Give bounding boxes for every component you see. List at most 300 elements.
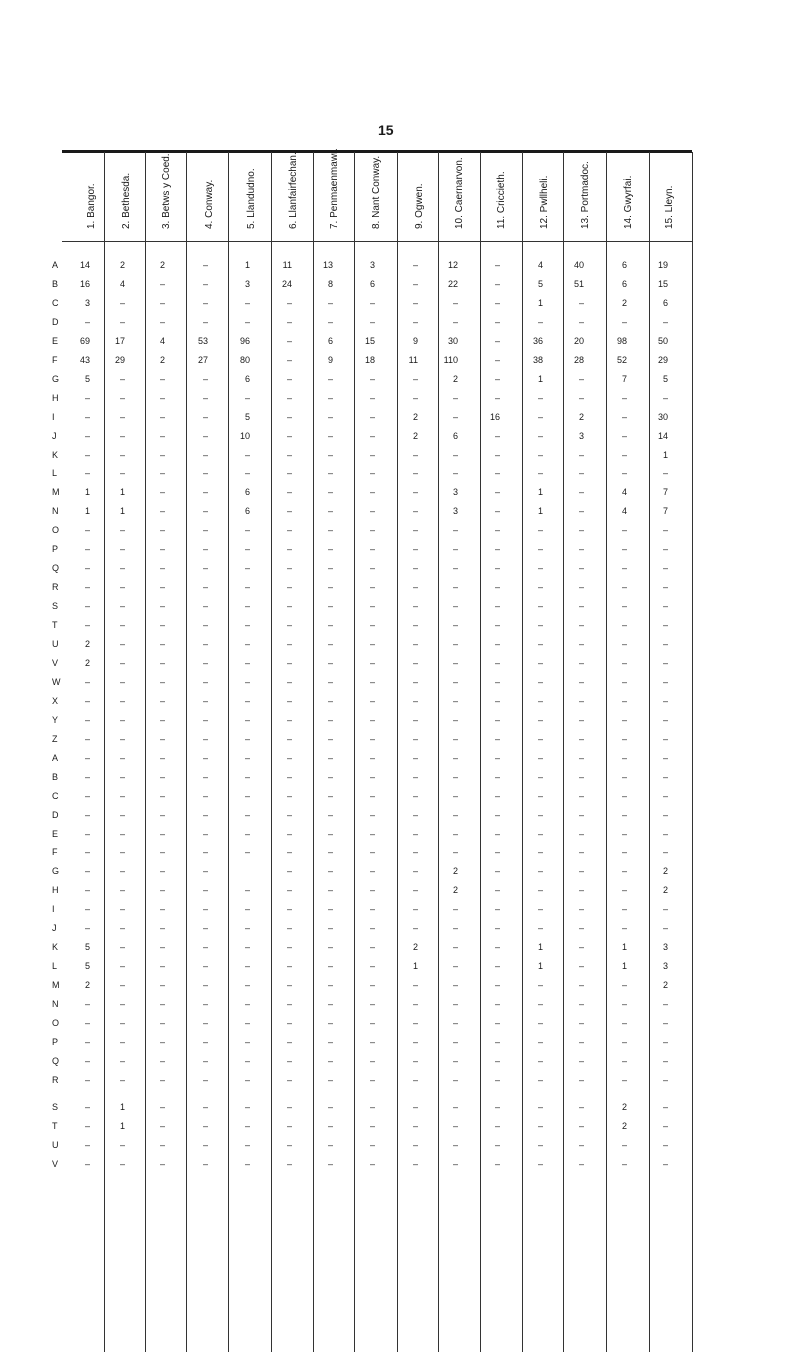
table-cell: – [286,999,292,1010]
table-cell: 11 [408,354,418,365]
table-cell: – [202,316,208,327]
table-cell: – [452,733,458,744]
table-cell: – [119,525,125,536]
table-cell: – [621,714,627,725]
row-label: T [52,1120,58,1131]
table-cell: 6 [621,260,627,270]
table-cell: – [412,1158,418,1169]
table-cell: – [369,430,375,441]
table-cell: – [452,582,458,593]
table-cell: – [202,961,208,972]
table-cell: – [662,1055,668,1066]
table-cell: 2 [159,354,165,365]
table-cell: – [244,1036,250,1047]
table-cell: – [494,676,500,687]
table-cell: – [286,373,292,384]
table-cell: – [412,1036,418,1047]
table-cell: – [159,563,165,574]
table-cell: – [202,980,208,991]
table-cell: – [244,1074,250,1085]
table-cell: – [159,525,165,536]
row-label: L [52,468,58,479]
table-cell: – [537,885,543,896]
table-cell: – [412,999,418,1010]
table-cell: – [621,999,627,1010]
table-cell: – [119,297,125,308]
table-cell: – [327,961,333,972]
table-cell: – [327,714,333,725]
table-cell: 6 [244,373,250,384]
table-cell: – [369,695,375,706]
table-cell: – [578,980,584,991]
table-cell: 80 [239,354,250,365]
column-header-label: 11. Criccieth. [496,171,507,229]
table-cell: – [159,714,165,725]
table-cell: – [84,392,90,403]
table-cell: 3 [244,278,250,289]
table-cell: – [369,733,375,744]
column-header [278,152,299,240]
table-cell: – [621,392,627,403]
table-cell: – [494,392,500,403]
table-cell: – [119,620,125,631]
table-cell: – [244,392,250,403]
table-cell: – [327,885,333,896]
table-cell: – [369,961,375,972]
table-cell: – [244,733,250,744]
table-cell: – [286,620,292,631]
table-cell: – [159,297,165,308]
table-cell: – [369,1158,375,1169]
table-cell: – [202,1074,208,1085]
table-cell: – [286,866,292,877]
table-cell: – [84,582,90,593]
table-cell: – [327,544,333,555]
table-cell: – [286,904,292,915]
row-label: U [52,639,59,649]
table-cell: – [159,582,165,593]
table-cell: – [202,620,208,631]
table-cell: – [621,1139,627,1150]
table-cell: – [494,866,500,877]
table-cell: – [327,676,333,687]
table-cell: 1 [537,942,543,953]
table-cell: – [159,695,165,706]
table-cell: – [286,695,292,706]
table-cell: 2 [662,866,668,877]
table-cell: – [494,828,500,839]
table-cell: – [452,790,458,801]
table-cell: – [621,582,627,593]
table-cell: – [159,449,165,460]
table-cell: – [578,695,584,706]
table-cell: – [452,1120,458,1131]
table-cell: – [452,980,458,991]
table-cell: – [412,506,418,517]
table-cell: – [286,771,292,782]
row-label: N [52,506,59,517]
table-cell: – [662,828,668,839]
table-cell: 1 [621,942,627,953]
table-cell: – [412,790,418,801]
table-cell: – [452,1158,458,1169]
table-cell: – [452,752,458,763]
table-cell: – [412,828,418,839]
table-cell: – [202,904,208,915]
table-cell: – [84,1120,90,1131]
table-cell: – [412,373,418,384]
table-cell: 1 [119,506,125,517]
table-cell: – [537,1074,543,1085]
table-cell: – [119,980,125,991]
table-cell: – [578,790,584,801]
table-cell: – [119,468,125,479]
table-cell: – [84,771,90,782]
table-cell: 69 [79,335,90,346]
table-cell: 24 [281,278,292,289]
table-cell: – [286,923,292,934]
table-cell: – [286,828,292,839]
table-cell: 2 [621,297,627,308]
column-header [654,160,674,240]
table-cell: 110 [443,354,458,365]
table-cell: – [202,392,208,403]
table-cell: 9 [327,354,333,365]
table-cell: – [369,620,375,631]
row-label: G [52,866,60,877]
table-cell: – [202,525,208,536]
table-cell: 16 [489,411,500,422]
table-cell: – [621,449,627,460]
row-label: U [52,1139,59,1150]
table-cell: – [621,430,627,441]
table-cell: – [494,1158,500,1169]
table-cell: – [84,1074,90,1085]
column-header-label: 6. Llanfairfechan. [288,152,299,229]
table-cell: – [412,297,418,308]
table-cell: – [327,733,333,744]
table-cell: – [578,487,584,498]
table-cell: – [452,316,458,327]
table-cell: – [621,733,627,744]
table-cell: 51 [573,278,584,289]
table-cell: – [202,639,208,649]
table-cell: – [244,676,250,687]
table-cell: – [412,563,418,574]
table-cell: – [159,733,165,744]
column-header-label: 10. Caernarvon. [454,157,465,229]
table-cell: – [84,525,90,536]
row-label: B [52,278,59,289]
table-cell: – [494,620,500,631]
table-cell: – [662,1158,668,1169]
table-cell: 98 [616,335,627,346]
table-cell: – [621,601,627,612]
table-cell: – [578,1101,584,1112]
table-cell: 14 [657,430,668,441]
table-cell: 11 [282,260,292,270]
table-cell: – [537,449,543,460]
table-cell: – [662,695,668,706]
table-cell: – [412,1120,418,1131]
table-cell: – [286,657,292,668]
table-cell: – [537,999,543,1010]
column-header-label: 8. Nant Conway. [371,155,382,229]
table-cell: 2 [412,430,418,441]
table-cell: – [119,961,125,972]
table-cell: – [578,1158,584,1169]
table-cell: 2 [412,942,418,953]
table-cell: – [369,790,375,801]
table-cell: – [84,411,90,422]
table-cell: – [452,847,458,858]
table-cell: – [578,942,584,953]
table-cell: – [662,847,668,858]
table-cell: 30 [657,411,668,422]
table-cell: – [119,544,125,555]
table-cell: – [369,866,375,877]
table-cell: – [244,297,250,308]
table-cell: – [494,639,500,649]
table-cell: – [662,582,668,593]
table-cell: – [662,809,668,820]
table-cell: 29 [114,354,125,365]
table-cell: – [578,866,584,877]
table-cell: – [84,430,90,441]
table-cell: – [159,676,165,687]
table-cell: – [452,1055,458,1066]
row-label: K [52,449,59,460]
table-cell: – [537,657,543,668]
table-cell: – [494,544,500,555]
table-cell: – [202,506,208,517]
table-cell: – [578,714,584,725]
table-cell: – [202,714,208,725]
table-cell: 29 [657,354,668,365]
table-cell: – [537,771,543,782]
table-cell: 40 [573,260,584,270]
table-cell: – [286,430,292,441]
table-cell: – [662,1036,668,1047]
table-cell: – [494,809,500,820]
table-cell: – [244,657,250,668]
table-cell: 1 [412,961,418,972]
table-cell: – [578,1139,584,1150]
table-cell: – [159,620,165,631]
table-cell: 5 [84,373,90,384]
table-cell: – [412,1139,418,1150]
table-cell: – [662,468,668,479]
table-cell: – [286,297,292,308]
table-cell: – [327,1120,333,1131]
table-cell: – [119,657,125,668]
table-cell: – [452,904,458,915]
table-cell: – [662,999,668,1010]
table-cell: – [244,885,250,896]
header-rule [62,241,692,242]
table-cell: – [412,316,418,327]
table-cell: – [537,430,543,441]
row-label: P [52,544,59,555]
table-cell: – [621,657,627,668]
table-cell: – [494,1018,500,1028]
table-cell: – [578,771,584,782]
table-cell: – [537,1101,543,1112]
table-cell: – [202,695,208,706]
table-cell: – [369,885,375,896]
table-cell: 1 [244,260,250,270]
column-header [361,155,382,240]
table-cell: – [452,1036,458,1047]
table-cell: – [452,392,458,403]
row-label: C [52,297,59,308]
table-cell: – [84,620,90,631]
table-cell: – [119,847,125,858]
table-cell: – [286,790,292,801]
table-cell: – [159,392,165,403]
table-cell: – [244,1055,250,1066]
table-cell: – [452,1074,458,1085]
table-cell: – [119,942,125,953]
table-cell: – [84,468,90,479]
table-cell: – [159,487,165,498]
table-cell: 6 [621,278,627,289]
table-cell: – [286,714,292,725]
table-cell: – [369,904,375,915]
table-cell: – [327,430,333,441]
table-cell: 14 [79,260,90,270]
table-cell: – [327,752,333,763]
table-cell: – [202,563,208,574]
row-label: O [52,525,60,536]
table-cell: – [621,411,627,422]
table-cell: – [452,639,458,649]
table-cell: – [84,1101,90,1112]
table-cell: – [327,601,333,612]
table-cell: – [84,1055,90,1066]
table-cell: – [578,1036,584,1047]
table-cell: – [537,411,543,422]
table-cell: – [159,1055,165,1066]
table-cell: – [578,1018,584,1028]
table-cell: – [119,411,125,422]
table-cell: – [202,449,208,460]
table-cell: – [202,411,208,422]
table-cell: – [327,392,333,403]
table-cell: – [578,525,584,536]
column-header-label: 13. Portmadoc. [580,161,591,229]
table-cell: – [369,1101,375,1112]
table-cell: – [327,468,333,479]
table-cell: – [286,980,292,991]
table-cell: – [621,904,627,915]
table-cell: – [202,733,208,744]
table-cell: – [537,316,543,327]
table-cell: 3 [369,260,375,270]
table-cell: – [494,942,500,953]
table-cell: 1 [537,506,543,517]
table-cell: – [327,1018,333,1028]
table-cell: – [412,487,418,498]
table-cell: – [119,563,125,574]
table-cell: – [244,525,250,536]
table-cell: – [369,752,375,763]
table-cell: – [494,335,500,346]
table-cell: – [494,506,500,517]
table-cell: – [119,373,125,384]
table-cell: – [452,771,458,782]
table-cell: – [537,695,543,706]
table-cell: – [412,904,418,915]
table-cell: – [84,695,90,706]
table-cell: – [119,430,125,441]
table-cell: 6 [662,297,668,308]
table-cell: – [369,999,375,1010]
table-cell: – [84,752,90,763]
table-cell: – [119,1158,125,1169]
table-cell: – [244,1101,250,1112]
table-cell: – [286,411,292,422]
table-cell: – [327,1036,333,1047]
table-cell: – [452,297,458,308]
table-cell: – [494,752,500,763]
table-cell: 13 [322,260,333,270]
table-cell: – [412,449,418,460]
table-cell: – [369,809,375,820]
table-cell: – [621,885,627,896]
table-cell: 6 [452,430,458,441]
table-cell: – [159,771,165,782]
table-cell: – [494,999,500,1010]
table-cell: – [159,278,165,289]
table-cell: – [159,1120,165,1131]
table-cell: 2 [84,639,90,649]
table-cell: – [286,468,292,479]
table-cell: 2 [621,1120,627,1131]
table-cell: – [412,885,418,896]
table-cell: – [578,676,584,687]
table-cell: – [412,392,418,403]
table-cell: – [159,430,165,441]
table-cell: – [244,1139,250,1150]
table-cell: – [452,601,458,612]
table-cell: – [578,449,584,460]
table-cell: – [412,657,418,668]
table-cell: 1 [84,487,90,498]
table-cell: – [369,449,375,460]
table-cell: 1 [537,487,543,498]
table-cell: – [494,980,500,991]
table-cell: – [84,316,90,327]
row-label: R [52,1074,59,1085]
table-cell: 3 [452,506,458,517]
table-cell: – [494,790,500,801]
table-cell: – [244,449,250,460]
table-cell: – [662,790,668,801]
table-cell: – [537,980,543,991]
table-cell: – [621,695,627,706]
table-cell: – [244,828,250,839]
table-cell: – [452,563,458,574]
table-cell: – [327,999,333,1010]
table-cell: – [327,657,333,668]
table-cell: – [244,999,250,1010]
table-cell: – [412,1018,418,1028]
table-cell: 6 [369,278,375,289]
table-cell: – [327,373,333,384]
table-cell: 52 [616,354,627,365]
table-cell: – [202,1101,208,1112]
